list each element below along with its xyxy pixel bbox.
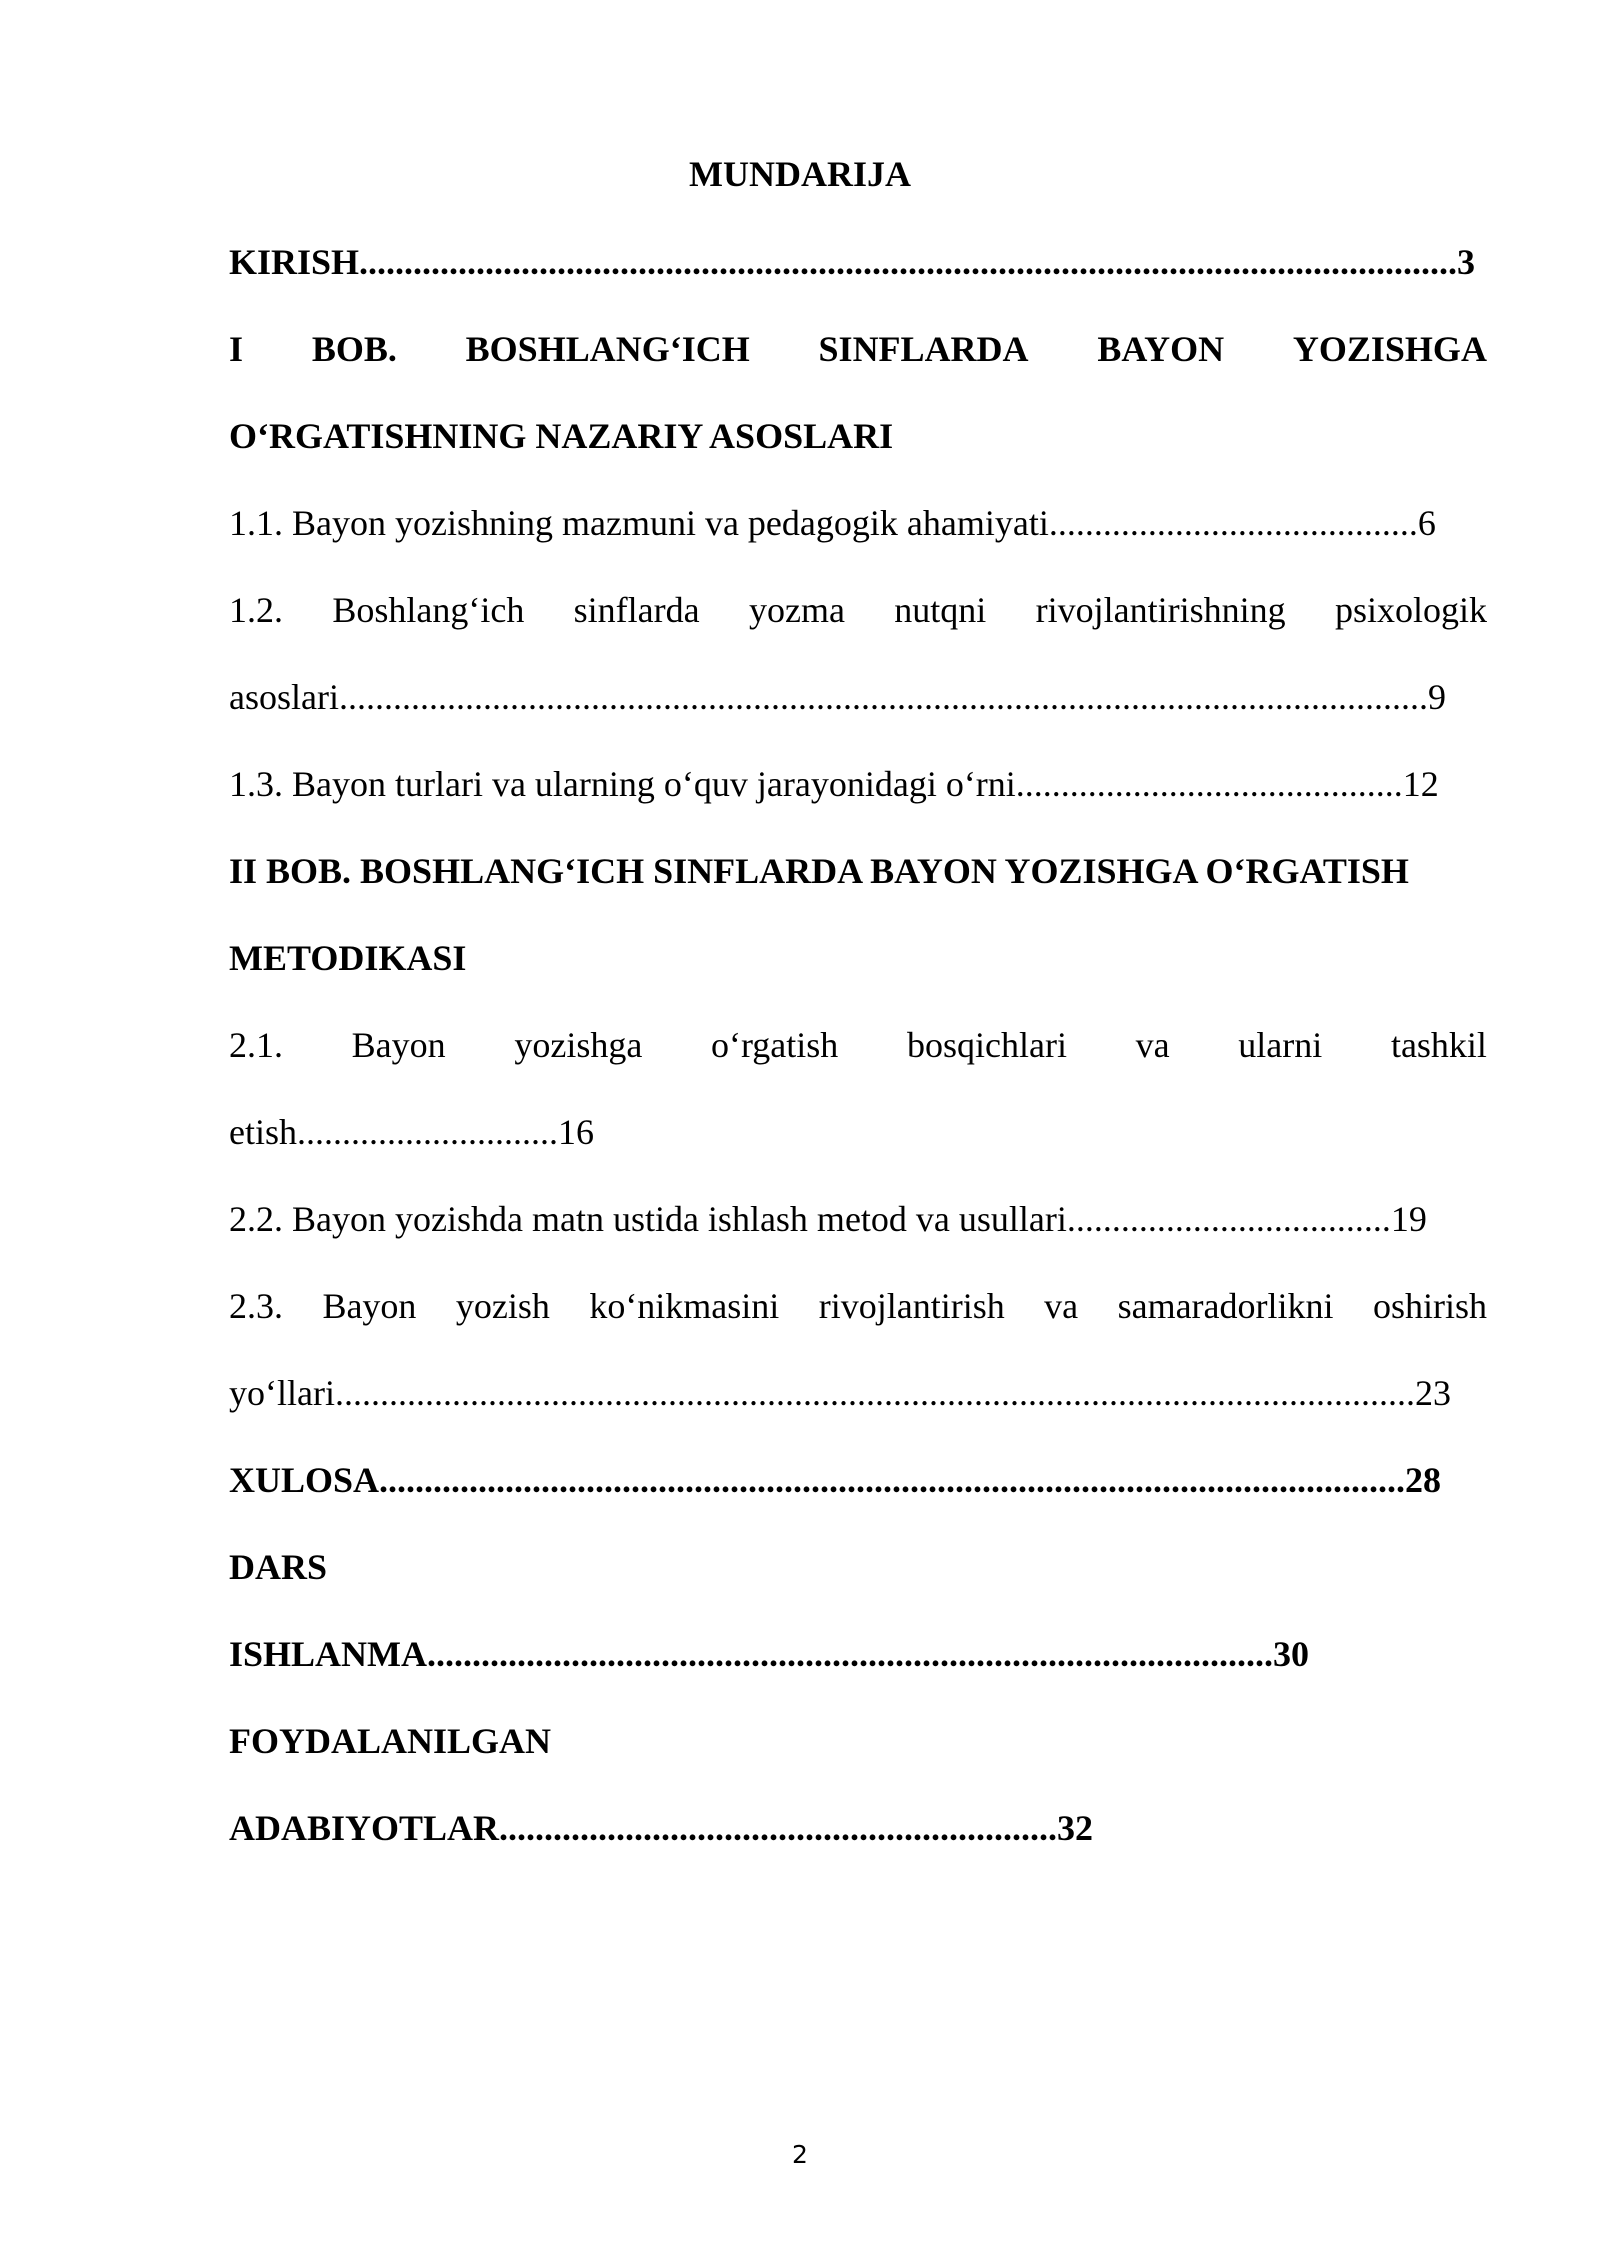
toc-entry-adabiyotlar-line-1: FOYDALANILGAN xyxy=(229,1721,552,1761)
toc-word: samaradorlikni xyxy=(1117,1286,1334,1326)
toc-word: rivojlantirishning xyxy=(1035,590,1286,630)
toc-word: yozish xyxy=(455,1286,550,1326)
toc-section-1-3: 1.3. Bayon turlari va ularning o‘quv jarayonidagi o‘rni...........................................12 xyxy=(229,764,1439,804)
toc-word: Bayon xyxy=(351,1025,446,1065)
toc-word: rivojlantirish xyxy=(818,1286,1005,1326)
toc-chapter-1-line-2: O‘RGATISHNING NAZARIY ASOSLARI xyxy=(229,416,894,456)
toc-word: ko‘nikmasini xyxy=(589,1286,780,1326)
toc-chapter-2-line-1: II BOB. BOSHLANG‘ICH SINFLARDA BAYON YOZISHGA O‘RGATISH xyxy=(229,851,1409,891)
toc-word: psixologik xyxy=(1334,590,1487,630)
toc-word: o‘rgatish xyxy=(710,1025,839,1065)
toc-entry-kirish: KIRISH..........................................................................................................................3 xyxy=(229,242,1476,282)
toc-word: bosqichlari xyxy=(906,1025,1067,1065)
toc-word: yozishga xyxy=(514,1025,643,1065)
toc-word: Bayon xyxy=(322,1286,417,1326)
toc-section-2-3-line-1 xyxy=(229,1284,1487,1328)
toc-section-2-1-line-1 xyxy=(229,1023,1487,1067)
toc-section-2-2: 2.2. Bayon yozishda matn ustida ishlash metod va usullari....................................19 xyxy=(229,1199,1427,1239)
toc-word: yozma xyxy=(748,590,845,630)
toc-entry-dars-line-1: DARS xyxy=(229,1547,328,1587)
toc-word: BOSHLANG‘ICH xyxy=(465,329,750,369)
toc-word: oshirish xyxy=(1372,1286,1487,1326)
page-number: 2 xyxy=(792,2140,808,2169)
toc-entry-dars-line-2: ISHLANMA..............................................................................................30 xyxy=(229,1634,1310,1674)
toc-word: I xyxy=(229,329,244,369)
toc-entry-xulosa: XULOSA..................................................................................................................28 xyxy=(229,1460,1442,1500)
toc-word: nutqni xyxy=(894,590,987,630)
toc-word: va xyxy=(1044,1286,1079,1326)
toc-word: YOZISHGA xyxy=(1292,329,1487,369)
toc-section-1-2-line-2: asoslari.........................................................................................................................9 xyxy=(229,677,1446,717)
toc-entry-adabiyotlar-line-2: ADABIYOTLAR..............................................................32 xyxy=(229,1808,1094,1848)
toc-section-1-1: 1.1. Bayon yozishning mazmuni va pedagogik ahamiyati.........................................6 xyxy=(229,503,1436,543)
toc-word: BOB. xyxy=(311,329,397,369)
toc-word: sinflarda xyxy=(573,590,700,630)
toc-word: BAYON xyxy=(1097,329,1225,369)
page-title: MUNDARIJA xyxy=(689,154,911,194)
toc-section-2-3-line-2: yo‘llari........................................................................................................................23 xyxy=(229,1373,1451,1413)
toc-section-1-2-line-1 xyxy=(229,588,1487,632)
toc-word: 2.3. xyxy=(229,1286,283,1326)
toc-section-2-1-line-2: etish.............................16 xyxy=(229,1112,594,1152)
toc-chapter-1-line-1 xyxy=(229,327,1487,371)
toc-word: SINFLARDA xyxy=(818,329,1029,369)
toc-chapter-2-line-2: METODIKASI xyxy=(229,938,467,978)
toc-word: 1.2. xyxy=(229,590,283,630)
toc-word: 2.1. xyxy=(229,1025,283,1065)
toc-word: va xyxy=(1135,1025,1170,1065)
toc-word: Boshlang‘ich xyxy=(332,590,525,630)
toc-word: ularni xyxy=(1238,1025,1323,1065)
toc-word: tashkil xyxy=(1390,1025,1487,1065)
